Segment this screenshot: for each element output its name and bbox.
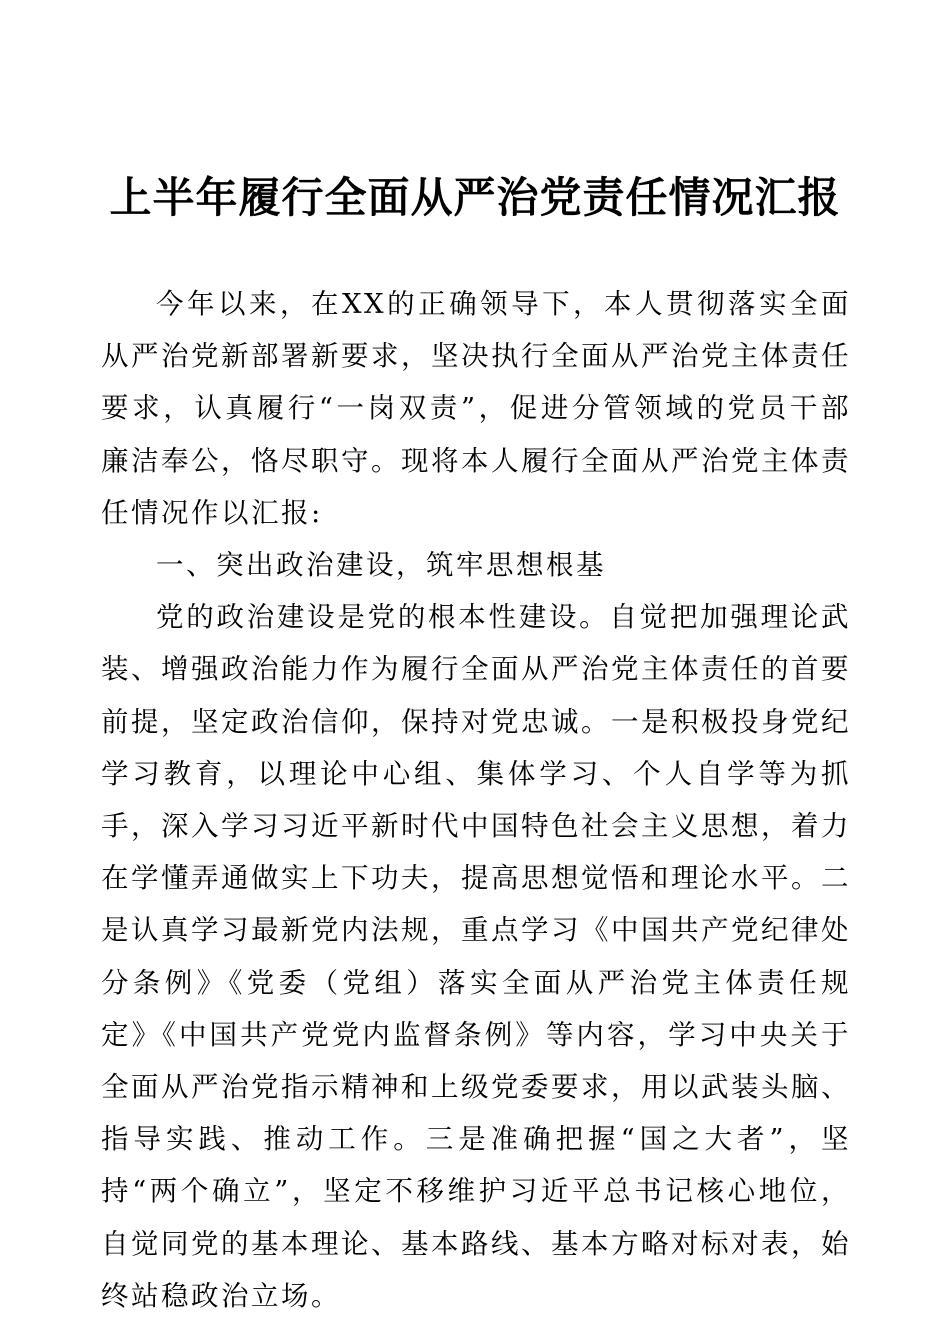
section-heading-1: 一、突出政治建设，筑牢思想根基 [156,549,606,582]
section-paragraph-1: 党的政治建设是党的根本性建设。自觉把加强理论武装、增强政治能力作为履行全面从严治党主体责任的首要前提，坚定政治信仰，保持对党忠诚。一是积极投身党纪学习教育，以理论中心组、集体学习、个人自学等为抓手，深入学习习近平新时代中国特色社会主义思想，着力在学懂弄通做实上下功夫，提高思想觉悟和理论水平。二是认真学习最新党内法规，重点学习《中国共产党纪律处分条例》《党委（党组）落实全面从严治党主体责任规定》《中国共产党党内监督条例》等内容，学习中央关于全面从严治党指示精神和上级党委要求，用以武装头脑、指导实践、推动工作。三是准确把握“国之大者”，坚持“两个确立”，坚定不移维护习近平总书记核心地位，自觉同党的基本理论、基本路线、基本方略对标对表，始终站稳政治立场。 [101,601,851,1312]
intro-paragraph: 今年以来，在XX的正确领导下，本人贯彻落实全面从严治党新部署新要求，坚决执行全面从严治党主体责任要求，认真履行“一岗双责”，促进分管领域的党员干部廉洁奉公，恪尽职守。现将本人履行全面从严治党主体责任情况作以汇报: [101,288,851,529]
document-title: 上半年履行全面从严治党责任情况汇报 [109,173,841,222]
document-body [101,278,851,1322]
